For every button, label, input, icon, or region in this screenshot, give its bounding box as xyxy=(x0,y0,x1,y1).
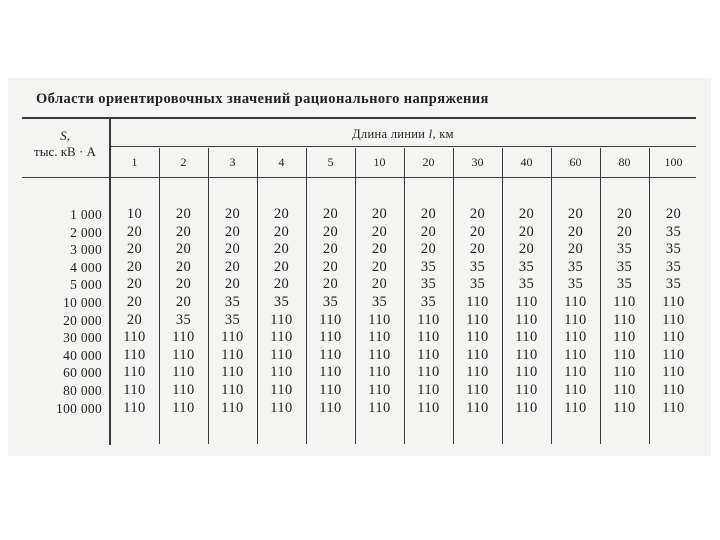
table-cell-voltage: 35 xyxy=(567,258,584,275)
table-cell-voltage: 110 xyxy=(417,346,440,363)
table-cell-voltage: 20 xyxy=(175,294,192,310)
table-cell-voltage: 35 xyxy=(665,258,682,275)
table-cell-voltage: 20 xyxy=(126,311,143,328)
table-cell-voltage: 20 xyxy=(224,241,241,258)
table-cell-voltage: 110 xyxy=(564,294,587,310)
table-cell-voltage: 110 xyxy=(123,382,146,398)
table-cell-voltage: 35 xyxy=(420,294,437,310)
table-cell-voltage: 35 xyxy=(567,276,584,293)
table-cell-voltage: 110 xyxy=(515,382,538,398)
table-cell-voltage: 110 xyxy=(466,382,489,398)
table-cell-voltage: 20 xyxy=(322,258,339,275)
table-cell-voltage: 20 xyxy=(567,223,584,240)
table-cell-voltage: 20 xyxy=(126,258,143,275)
table-cell-voltage: 110 xyxy=(221,364,244,381)
row-power-value: 20 000 xyxy=(63,312,102,328)
table-cell-voltage: 110 xyxy=(123,399,146,416)
table-cell-voltage: 110 xyxy=(613,364,636,381)
table-cell-voltage: 20 xyxy=(224,206,241,222)
table-cell-voltage: 35 xyxy=(224,294,241,310)
table-cell-voltage: 110 xyxy=(221,346,244,363)
table-cell-voltage: 110 xyxy=(466,294,489,310)
table-cell-voltage: 110 xyxy=(613,329,636,346)
table-cell-voltage: 20 xyxy=(273,223,290,240)
row-power-value: 40 000 xyxy=(63,347,102,363)
table-cell-voltage: 110 xyxy=(172,329,195,346)
row-power-value: 10 000 xyxy=(63,295,102,310)
table-cell-voltage: 20 xyxy=(126,223,143,240)
table-cell-voltage: 20 xyxy=(273,276,290,293)
column-header-length: 40 xyxy=(520,155,533,169)
line-length-prefix: Длина линии xyxy=(352,127,429,141)
table-cell-voltage: 110 xyxy=(270,364,293,381)
table-cell-voltage: 110 xyxy=(466,399,489,416)
table-cell-voltage: 110 xyxy=(515,364,538,381)
table-cell-voltage: 110 xyxy=(319,399,342,416)
row-power-value: 5 000 xyxy=(70,277,102,293)
column-header-length: 2 xyxy=(180,155,187,169)
table-cell-voltage: 110 xyxy=(515,399,538,416)
s-symbol: S, xyxy=(60,128,70,143)
table-cell-voltage: 20 xyxy=(175,276,192,293)
table-cell-voltage: 110 xyxy=(662,346,685,363)
column-header-length: 4 xyxy=(278,155,285,169)
table-cell-voltage: 35 xyxy=(420,276,437,293)
table-cell-voltage: 110 xyxy=(466,346,489,363)
row-power-value: 4 000 xyxy=(70,259,102,275)
table-cell-voltage: 35 xyxy=(469,276,486,293)
column-header-length: 100 xyxy=(664,155,683,169)
table-cell-voltage: 20 xyxy=(224,276,241,293)
table-cell-voltage: 110 xyxy=(613,399,636,416)
column-header-length: 20 xyxy=(422,155,435,169)
table-cell-voltage: 110 xyxy=(123,329,146,346)
table-cell-voltage: 110 xyxy=(417,311,440,328)
table-cell-voltage: 20 xyxy=(518,241,535,258)
table-cell-voltage: 110 xyxy=(270,399,293,416)
table-cell-voltage: 20 xyxy=(175,223,192,240)
table-cell-voltage: 35 xyxy=(665,276,682,293)
table-cell-voltage: 35 xyxy=(616,241,633,258)
table-cell-voltage: 110 xyxy=(172,364,195,381)
column-header-length: 5 xyxy=(327,155,334,169)
table-cell-voltage: 110 xyxy=(662,382,685,398)
table-cell-voltage: 110 xyxy=(270,382,293,398)
table-cell-voltage: 35 xyxy=(665,241,682,258)
line-length-suffix: , км xyxy=(432,127,454,141)
table-cell-voltage: 20 xyxy=(665,206,682,222)
table-cell-voltage: 10 xyxy=(126,206,143,222)
table-cell-voltage: 110 xyxy=(662,294,685,310)
table-title: Области ориентировочных значений рационального напряжения xyxy=(36,91,489,107)
table-cell-voltage: 110 xyxy=(564,346,587,363)
table-cell-voltage: 20 xyxy=(420,223,437,240)
table-cell-voltage: 110 xyxy=(613,311,636,328)
table-cell-voltage: 20 xyxy=(371,276,388,293)
table-cell-voltage: 110 xyxy=(368,346,391,363)
table-cell-voltage: 110 xyxy=(319,382,342,398)
table-cell-voltage: 110 xyxy=(613,294,636,310)
table-cell-voltage: 110 xyxy=(613,382,636,398)
table-cell-voltage: 110 xyxy=(368,311,391,328)
table-cell-voltage: 35 xyxy=(371,294,388,310)
row-power-value: 1 000 xyxy=(70,207,102,222)
row-power-value: 30 000 xyxy=(63,330,102,346)
column-header-length: 80 xyxy=(618,155,631,169)
table-cell-voltage: 20 xyxy=(126,294,143,310)
table-cell-voltage: 110 xyxy=(515,311,538,328)
table-cell-voltage: 20 xyxy=(322,206,339,222)
table-cell-voltage: 110 xyxy=(466,311,489,328)
table-cell-voltage: 20 xyxy=(469,241,486,258)
table-cell-voltage: 110 xyxy=(613,346,636,363)
column-header-length: 30 xyxy=(471,155,484,169)
table-cell-voltage: 20 xyxy=(469,206,486,222)
table-cell-voltage: 110 xyxy=(417,364,440,381)
table-cell-voltage: 20 xyxy=(175,258,192,275)
table-cell-voltage: 35 xyxy=(518,258,535,275)
table-cell-voltage: 110 xyxy=(466,329,489,346)
table-cell-voltage: 110 xyxy=(270,311,293,328)
header-bottom-rule xyxy=(22,177,696,178)
table-cell-voltage: 20 xyxy=(420,241,437,258)
table-cell-voltage: 110 xyxy=(368,382,391,398)
table-cell-voltage: 110 xyxy=(417,399,440,416)
table-cell-voltage: 110 xyxy=(172,382,195,398)
table-cell-voltage: 110 xyxy=(564,399,587,416)
table-cell-voltage: 20 xyxy=(126,276,143,293)
table-cell-voltage: 110 xyxy=(270,346,293,363)
row-power-value: 80 000 xyxy=(63,383,102,398)
table-cell-voltage: 110 xyxy=(123,346,146,363)
table-cell-voltage: 35 xyxy=(469,258,486,275)
table-cell-voltage: 35 xyxy=(616,258,633,275)
table-cell-voltage: 35 xyxy=(273,294,290,310)
row-power-value: 3 000 xyxy=(70,242,102,258)
table-cell-voltage: 20 xyxy=(322,241,339,258)
table-cell-voltage: 110 xyxy=(466,364,489,381)
table-cell-voltage: 110 xyxy=(221,399,244,416)
table-cell-voltage: 110 xyxy=(270,329,293,346)
table-cell-voltage: 110 xyxy=(368,329,391,346)
table-cell-voltage: 110 xyxy=(515,294,538,310)
header-divider xyxy=(110,146,696,147)
table-cell-voltage: 110 xyxy=(662,329,685,346)
table-cell-voltage: 35 xyxy=(175,311,192,328)
table-cell-voltage: 20 xyxy=(567,206,584,222)
table-cell-voltage: 110 xyxy=(319,311,342,328)
table-cell-voltage: 35 xyxy=(518,276,535,293)
table-cell-voltage: 110 xyxy=(123,364,146,381)
column-header-length: 1 xyxy=(131,155,138,169)
line-length-header xyxy=(110,127,696,142)
table-cell-voltage: 20 xyxy=(322,223,339,240)
table-cell-voltage: 110 xyxy=(319,346,342,363)
table-cell-voltage: 20 xyxy=(273,258,290,275)
table-cell-voltage: 110 xyxy=(368,364,391,381)
table-cell-voltage: 20 xyxy=(224,223,241,240)
table-cell-voltage: 20 xyxy=(273,206,290,222)
table-cell-voltage: 110 xyxy=(221,382,244,398)
table-cell-voltage: 20 xyxy=(518,223,535,240)
row-power-value: 60 000 xyxy=(63,365,102,381)
table-cell-voltage: 110 xyxy=(172,346,195,363)
table-cell-voltage: 20 xyxy=(371,241,388,258)
table-cell-voltage: 20 xyxy=(371,223,388,240)
table-cell-voltage: 110 xyxy=(417,329,440,346)
column-header-length: 10 xyxy=(373,155,386,169)
table-cell-voltage: 110 xyxy=(417,382,440,398)
table-cell-voltage: 20 xyxy=(371,258,388,275)
table-cell-voltage: 20 xyxy=(273,241,290,258)
table-cell-voltage: 20 xyxy=(469,223,486,240)
table-cell-voltage: 20 xyxy=(616,223,633,240)
table-cell-voltage: 110 xyxy=(515,346,538,363)
table-cell-voltage: 20 xyxy=(224,258,241,275)
table-cell-voltage: 35 xyxy=(322,294,339,310)
line-length-symbol: l xyxy=(428,127,433,141)
table-cell-voltage: 20 xyxy=(175,206,192,222)
table-cell-voltage: 110 xyxy=(515,329,538,346)
table-cell-voltage: 110 xyxy=(221,329,244,346)
table-cell-voltage: 35 xyxy=(665,223,682,240)
table-cell-voltage: 110 xyxy=(368,399,391,416)
table-cell-voltage: 110 xyxy=(564,311,587,328)
table-cell-voltage: 110 xyxy=(319,364,342,381)
table-cell-voltage: 110 xyxy=(564,364,587,381)
table-cell-voltage: 20 xyxy=(518,206,535,222)
table-cell-voltage: 110 xyxy=(662,364,685,381)
table-cell-voltage: 110 xyxy=(564,382,587,398)
table-cell-voltage: 20 xyxy=(175,241,192,258)
table-cell-voltage: 110 xyxy=(662,311,685,328)
row-power-value: 100 000 xyxy=(56,400,102,416)
table-cell-voltage: 20 xyxy=(126,241,143,258)
s-column-header xyxy=(22,128,108,160)
table-cell-voltage: 110 xyxy=(319,329,342,346)
table-cell-voltage: 20 xyxy=(371,206,388,222)
table-cell-voltage: 110 xyxy=(662,399,685,416)
row-power-value: 2 000 xyxy=(70,224,102,240)
table-cell-voltage: 20 xyxy=(616,206,633,222)
table-cell-voltage: 35 xyxy=(224,311,241,328)
table-cell-voltage: 110 xyxy=(172,399,195,416)
column-header-length: 3 xyxy=(229,155,236,169)
table-cell-voltage: 20 xyxy=(420,206,437,222)
top-rule xyxy=(22,117,696,119)
table-cell-voltage: 20 xyxy=(322,276,339,293)
table-cell-voltage: 110 xyxy=(564,329,587,346)
table-cell-voltage: 35 xyxy=(616,276,633,293)
column-header-length: 60 xyxy=(569,155,582,169)
table-cell-voltage: 20 xyxy=(567,241,584,258)
table-cell-voltage: 35 xyxy=(420,258,437,275)
s-unit: тыс. кВ · А xyxy=(34,144,96,159)
